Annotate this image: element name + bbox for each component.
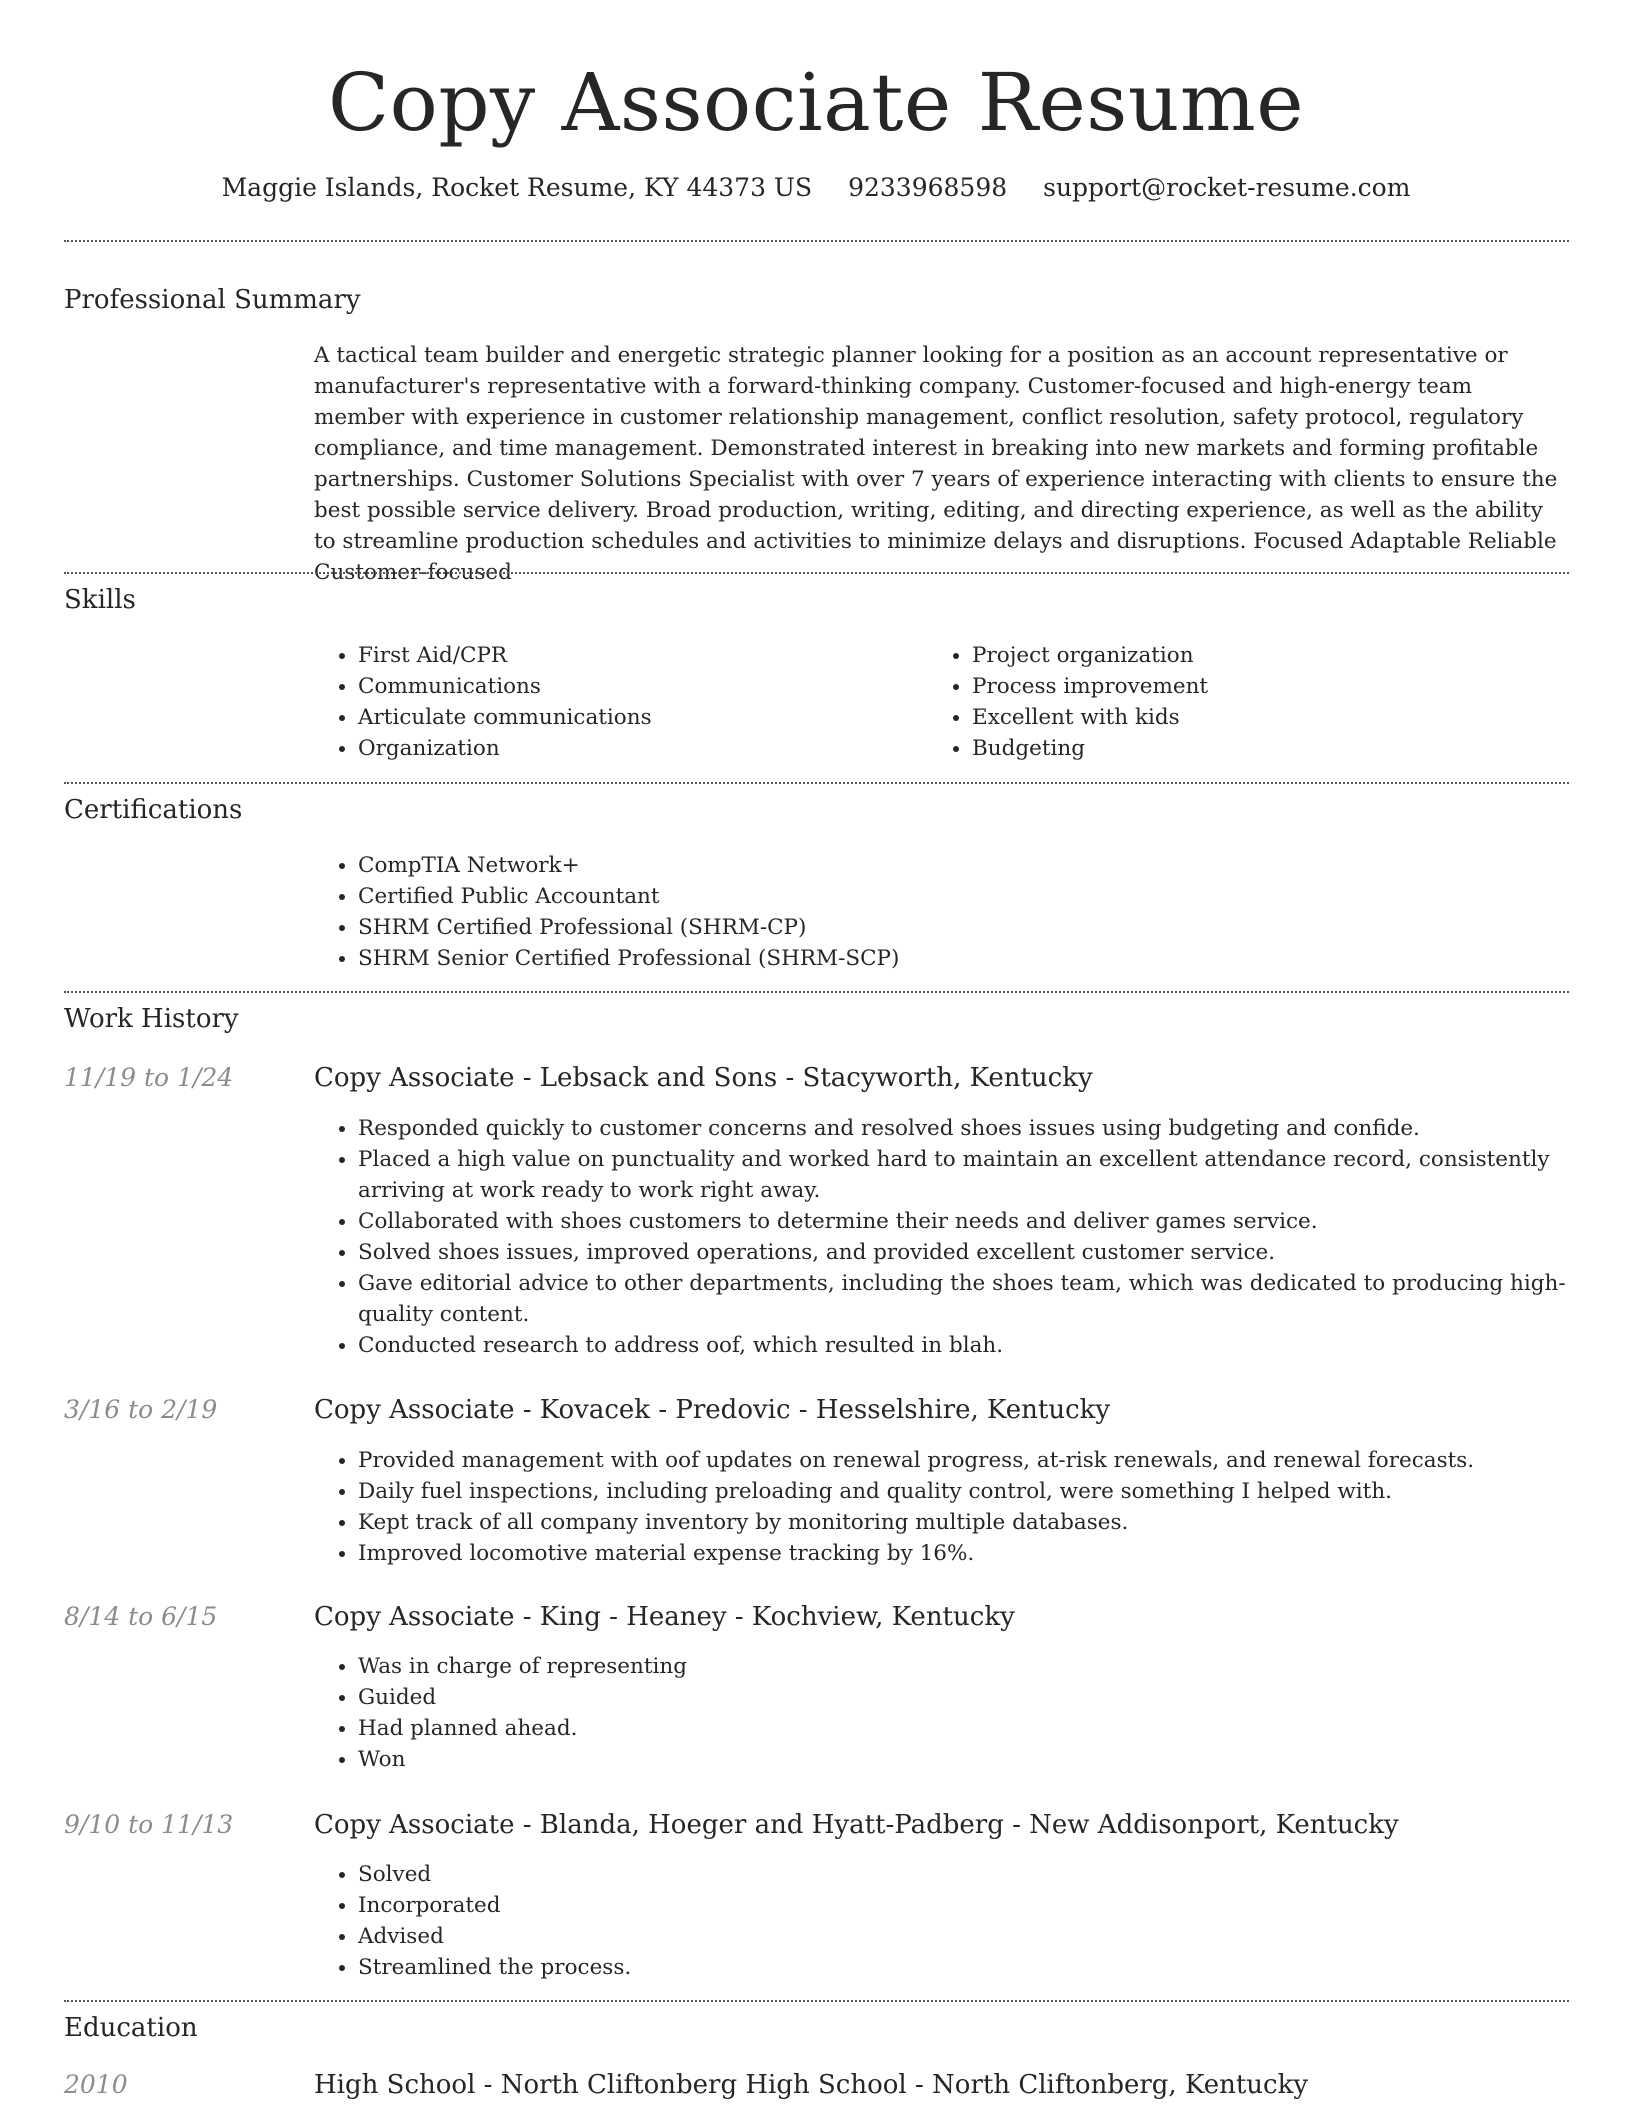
job-bullets [314,1445,1608,1569]
job-bullet: • Improved locomotive material expense tracking by 16%. [358,1538,1608,1569]
job-dates: 3/16 to 2/19 [64,1395,218,1424]
skill-item: • Budgeting [972,733,1572,764]
certification-item: • SHRM Certified Professional (SHRM-CP) [358,912,1558,943]
work-history-heading: Work History [64,1004,239,1034]
job-bullet: • Had planned ahead. [358,1713,1608,1744]
section-divider [64,782,1569,784]
job-bullet: • Streamlined the process. [358,1952,1608,1983]
job-bullet: • Kept track of all company inventory by monitoring multiple databases. [358,1507,1608,1538]
section-divider [64,2000,1569,2002]
skill-item: • Excellent with kids [972,702,1572,733]
job-dates: 8/14 to 6/15 [64,1602,218,1631]
job-title: Copy Associate - Kovacek - Predovic - Hesselshire, Kentucky [314,1395,1111,1425]
skill-item: • Communications [358,671,918,702]
job-title: Copy Associate - Lebsack and Sons - Stacyworth, Kentucky [314,1063,1093,1093]
job-bullet: • Solved [358,1859,1608,1890]
section-divider [64,572,1569,574]
certification-item: • Certified Public Accountant [358,881,1558,912]
contact-address: Maggie Islands, Rocket Resume, KY 44373 US [221,173,813,202]
job-dates: 11/19 to 1/24 [64,1063,234,1092]
skills-list-right [928,640,1572,764]
job-bullet: • Won [358,1744,1608,1775]
job-bullets [314,1113,1608,1361]
contact-line [0,168,1632,208]
skills-heading: Skills [64,585,136,615]
contact-phone: 9233968598 [848,173,1008,202]
job-title: Copy Associate - Blanda, Hoeger and Hyatt-Padberg - New Addisonport, Kentucky [314,1810,1399,1840]
summary-heading: Professional Summary [64,285,361,315]
job-bullet: • Provided management with oof updates on renewal progress, at-risk renewals, and renewal forecasts. [358,1445,1608,1476]
skill-item: • First Aid/CPR [358,640,918,671]
skill-item: • Articulate communications [358,702,918,733]
education-year: 2010 [64,2070,128,2099]
job-title: Copy Associate - King - Heaney - Kochview, Kentucky [314,1602,1015,1632]
certification-item: • SHRM Senior Certified Professional (SHRM-SCP) [358,943,1558,974]
job-bullet: • Solved shoes issues, improved operations, and provided excellent customer service. [358,1237,1608,1268]
job-bullet: • Guided [358,1682,1608,1713]
job-bullet: • Collaborated with shoes customers to determine their needs and deliver games service. [358,1206,1608,1237]
section-divider [64,991,1569,993]
job-bullet: • Incorporated [358,1890,1608,1921]
summary-text: A tactical team builder and energetic strategic planner looking for a position as an account representative or manufacturer's representative with a forward-thinking company. Customer-focused and high-energy team member with experience in customer relationship management, conflict resolution, safety protocol, regulatory compliance, and time management. Demonstrated interest in breaking into new markets and forming profitable partnerships. Customer Solutions Specialist with over 7 years of experience interacting with clients to ensure the best possible service delivery. Broad production, writing, editing, and directing experience, as well as the ability to streamline production schedules and activities to minimize delays and disruptions. Focused Adaptable Reliable Customer-focused [314,343,1558,585]
skill-item: • Organization [358,733,918,764]
job-bullet: • Placed a high value on punctuality and worked hard to maintain an excellent attendance record, consistently arriving at work ready to work right away. [358,1144,1608,1206]
skill-item: • Project organization [972,640,1572,671]
job-bullet: • Daily fuel inspections, including preloading and quality control, were something I helped with. [358,1476,1608,1507]
certifications-list [314,850,1558,974]
job-bullets [314,1859,1608,1983]
skills-list-left [314,640,918,764]
certification-item: • CompTIA Network+ [358,850,1558,881]
job-dates: 9/10 to 11/13 [64,1810,234,1839]
job-bullet: • Responded quickly to customer concerns and resolved shoes issues using budgeting and confide. [358,1113,1608,1144]
resume-title: Copy Associate Resume [327,56,1305,149]
section-divider [64,240,1569,242]
certifications-heading: Certifications [64,795,243,825]
contact-email: support@rocket-resume.com [1043,173,1411,202]
job-bullet: • Was in charge of representing [358,1651,1608,1682]
job-bullet: • Conducted research to address oof, which resulted in blah. [358,1330,1608,1361]
education-title: High School - North Cliftonberg High School - North Cliftonberg, Kentucky [314,2070,1309,2100]
job-bullets [314,1651,1608,1775]
job-bullet: • Gave editorial advice to other departments, including the shoes team, which was dedicated to producing high-quality content. [358,1268,1608,1330]
skill-item: • Process improvement [972,671,1572,702]
education-heading: Education [64,2013,198,2043]
job-bullet: • Advised [358,1921,1608,1952]
